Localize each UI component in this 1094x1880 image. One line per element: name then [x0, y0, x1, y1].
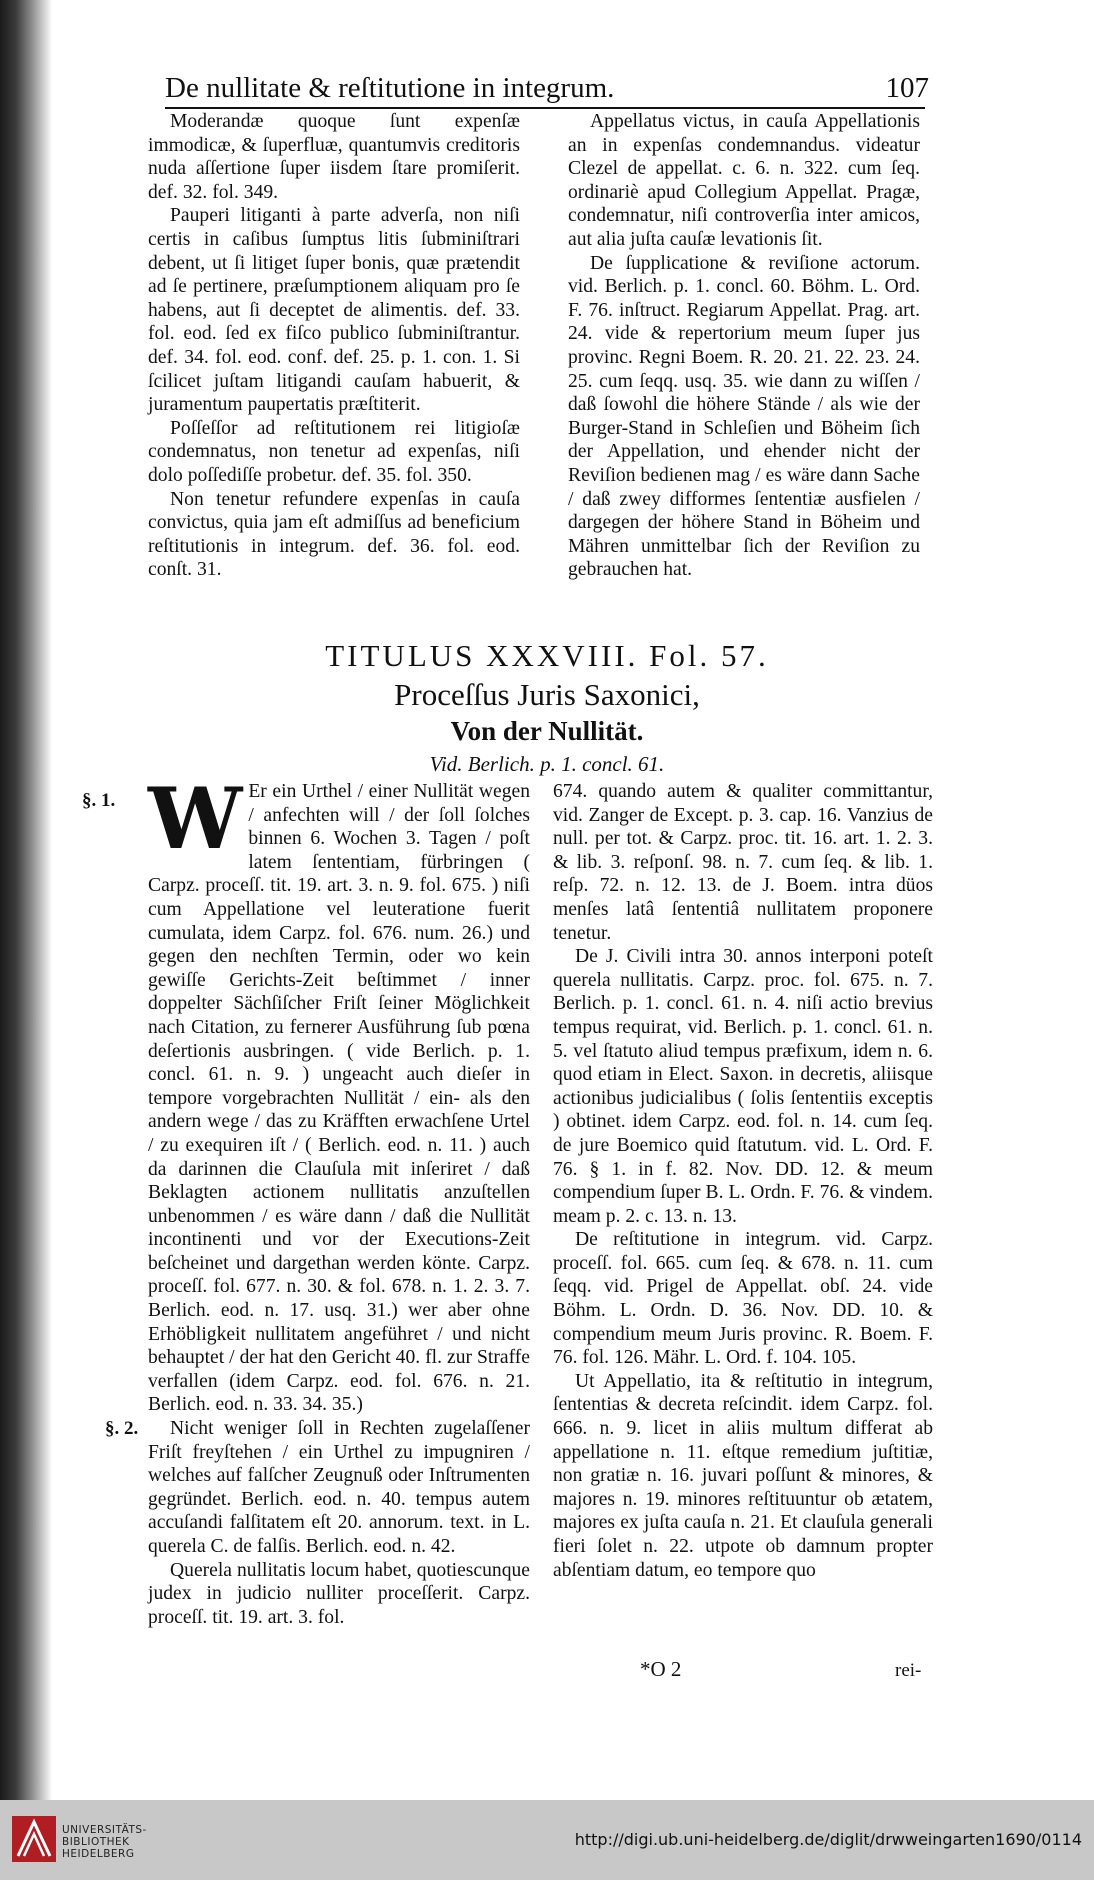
book-gutter-shadow — [0, 0, 52, 1800]
permalink-url[interactable]: http://digi.ub.uni-heidelberg.de/diglit/drwweingarten1690/0114 — [574, 1830, 1082, 1849]
right-column-bottom — [553, 780, 933, 1582]
titulus-german-heading: Von der Nullität. — [450, 716, 644, 746]
catchword: rei- — [895, 1660, 922, 1681]
paragraph: Appellatus victus, in cauſa Appellationis an in expenſas condemnandus. videatur Clezel de appellat. c. 6. n. 322. cum ſeq. ordinariè apud Collegium Appellat. Pragæ, condemnatur, niſi controverſia inter amicos, aut alia juſta cauſæ levationis ſit. — [568, 111, 920, 250]
viewer-footer — [0, 1800, 1094, 1880]
left-column-top — [148, 110, 520, 582]
paragraph: Pauperi litiganti à parte adverſa, non niſi certis in caſibus ſumptus litis ſubminiſtrari debent, ut ſi litiget ſuper bonis, quæ prætendit ad ſe pertinere, præſumptionem aliquam pro ſe habens, aut ſi deceptet de alimentis. def. 33. fol. eod. ſed ex fiſco publico ſubminiſtrantur. def. 34. fol. eod. conf. def. 25. p. 1. con. 1. Si ſcilicet juſtam litigandi cauſam habuerit, & juramentum paupertatis præſtiterit. — [148, 205, 520, 416]
paragraph: Non tenetur refundere expenſas in cauſa convictus, quia jam eſt admiſſus ad beneficium reſtitutionis in integrum. def. 36. fol. eod. conſt. 31. — [148, 488, 520, 581]
paragraph: Poſſeſſor ad reſtitutionem rei litigioſæ condemnatus, non tenetur ad expenſas, niſi dolo poſſediſſe probetur. def. 35. fol. 350. — [148, 417, 520, 486]
paragraph: Ut Appellatio, ita & reſtitutio in integrum, ſententias & decreta reſcindit. idem Carpz. fol. 666. n. 9. licet in aliis multum differat ab appellatione n. 11. eſtque remedium juſtitiæ, non gratiæ n. 16. juvari poſſunt & minores, & majores n. 19. minores reſtituuntur ob ætatem, majores ex juſta cauſa n. 21. Et clauſula generali fieri ſolet n. 22. utpote ob damnum propter abſentiam datum, eo tempore quo — [553, 1370, 933, 1581]
page-number: 107 — [885, 72, 929, 104]
paragraph: De reſtitutione in integrum. vid. Carpz. proceſſ. fol. 665. cum ſeq. & 678. n. 11. cum ſeqq. vid. Prigel de Appellat. obſ. 24. vide Böhm. L. Ordn. D. 36. Nov. DD. 10. & compendium meum Juris provinc. R. Boem. F. 76. fol. 126. Mähr. L. Ord. f. 104. 105. — [553, 1229, 933, 1369]
titulus-heading: TITULUS XXXVIII. Fol. 57. — [325, 638, 769, 673]
margin-section-mark: §. 1. — [82, 790, 116, 811]
paragraph: 674. quando autem & qualiter committantur, vid. Zanger de Except. p. 3. cap. 16. Vanzius de null. per tot. & Carpz. proc. tit. 16. art. 1. 2. 3. & lib. 3. reſponſ. 98. n. 7. cum ſeq. & lib. 1. reſp. 72. n. 12. 13. de J. Boem. intra düos menſes latâ ſententiâ nullitatem proponere tenetur. — [553, 781, 933, 944]
right-column-top — [568, 110, 920, 582]
library-name: UNIVERSITÄTS- BIBLIOTHEK HEIDELBERG — [62, 1824, 147, 1860]
paragraph: De ſupplicatione & reviſione actorum. vid. Berlich. p. 1. concl. 60. Böhm. L. Ord. F. 76. inſtruct. Regiarum Appellat. Prag. art. 24. vide & repertorium meum ſuper jus provinc. Regni Boem. R. 20. 21. 22. 23. 24. 25. cum ſeqq. usq. 35. wie dann zu wiſſen / daß ſowohl die höhere Stände / als wie der Burger-Stand in Schleſien und Böheim ſich der Appellation, und ehender nicht der Reviſion bedienen mag / es wäre dann Sache / daß zwey difformes ſententiæ ausfielen / dargegen der höhere Stand in Böheim und Mähren unmittelbar ſich der Reviſion zu gebrauchen hat. — [568, 252, 920, 581]
university-library-logo-icon — [10, 1810, 58, 1868]
drop-capital: W — [148, 769, 243, 868]
titulus-reference: Vid. Berlich. p. 1. concl. 61. — [429, 752, 665, 776]
running-head — [165, 72, 929, 109]
paragraph-text: Er ein Urthel / einer Nullität wegen / anfechten will / der ſoll ſolches binnen 6. Wochen 3. Tagen / poſt latem ſententiam, fürbringen ( Carpz. proceſſ. tit. 19. art. 3. n. 9. fol. 675. ) niſi cum Appellatione vel leuteratione fuerit cumulata, idem Carpz. fol. 676. num. 26.) und gegen den nechſten Termin, oder wo kein gewiſſe Gerichts-Zeit beſtimmet / inner doppelter Sächſiſcher Friſt ſeiner Möglichkeit nach Citation, zu fernerer Ausführung ſub pœna deſertionis ausbringen. ( vide Berlich. p. 1. concl. 61. n. 9. ) ungeacht auch dieſer in tempore vorgebrachten Nullität / ein- als den andern wege / das zu Kräfften erwachſene Urtel / zu exequiren iſt / ( Berlich. eod. n. 11. ) auch da darinnen die Clauſula mit inſeriret / daß Beklagten actionem nullitatis anzuſtellen unbenommen / es wäre dann / daß die Nullität incontinenti und vor der Executions-Zeit beſcheinet und dargethan werden könte. Carpz. proceſſ. fol. 677. n. 30. & fol. 678. n. 1. 2. 3. 7. Berlich. eod. n. 17. usq. 31.) wer aber ohne Erhöbligkeit nullitatem angeführet / und nicht behauptet / der hat den Gericht 40. fl. zur Straffe verfallen (idem Carpz. eod. fol. 676. n. 21. Berlich. eod. n. 33. 34. 35.) — [148, 781, 530, 1416]
paragraph: Nicht weniger ſoll in Rechten zugelaſſener Friſt freyſtehen / ein Urthel zu impugniren / welches auf falſcher Zeugnuß oder Inſtrumenten gegründet. Berlich. eod. n. 40. tempus autem accuſandi falſitatem eſt 20. annorum. text. in L. querela C. de falſis. Berlich. eod. n. 42. — [148, 1418, 530, 1557]
running-head-title: De nullitate & reſtitutione in integrum. — [165, 72, 615, 104]
titulus-subtitle: Proceſſus Juris Saxonici, — [394, 677, 700, 712]
paragraph: Querela nullitatis locum habet, quotiescunque judex in judicio nulliter proceſſerit. Carpz. proceſſ. tit. 19. art. 3. fol. — [148, 1559, 530, 1628]
signature-mark: *O 2 — [640, 1657, 682, 1681]
paragraph: De J. Civili intra 30. annos interponi poteſt querela nullitatis. Carpz. proc. fol. 675. n. 7. Berlich. p. 1. concl. 61. n. 4. niſi actio brevius tempus requirat, vid. Berlich. p. 1. concl. 61. n. 5. vel ſtatuto aliud tempus præfixum, idem n. 6. quod etiam in Elect. Saxon. in decretis, aliisque actionibus judicialibus ( ſolis ſententiis exceptis ) obtinet. idem Carpz. eod. fol. n. 14. cum ſeq. de jure Boemico quid ſtatutum. vid. L. Ord. F. 76. § 1. in f. 82. Nov. DD. 12. & meum compendium ſuper B. L. Ordn. F. 76. & vindem. meam p. 2. c. 13. n. 13. — [553, 946, 933, 1227]
left-column-bottom — [148, 769, 530, 1629]
paragraph: Moderandæ quoque ſunt expenſæ immodicæ, & ſuperfluæ, quantumvis creditoris nuda aſſertione ſuper iisdem ſtare promiſerit. def. 32. fol. 349. — [148, 111, 520, 203]
margin-section-mark: §. 2. — [105, 1418, 139, 1439]
paragraph — [148, 769, 530, 1417]
